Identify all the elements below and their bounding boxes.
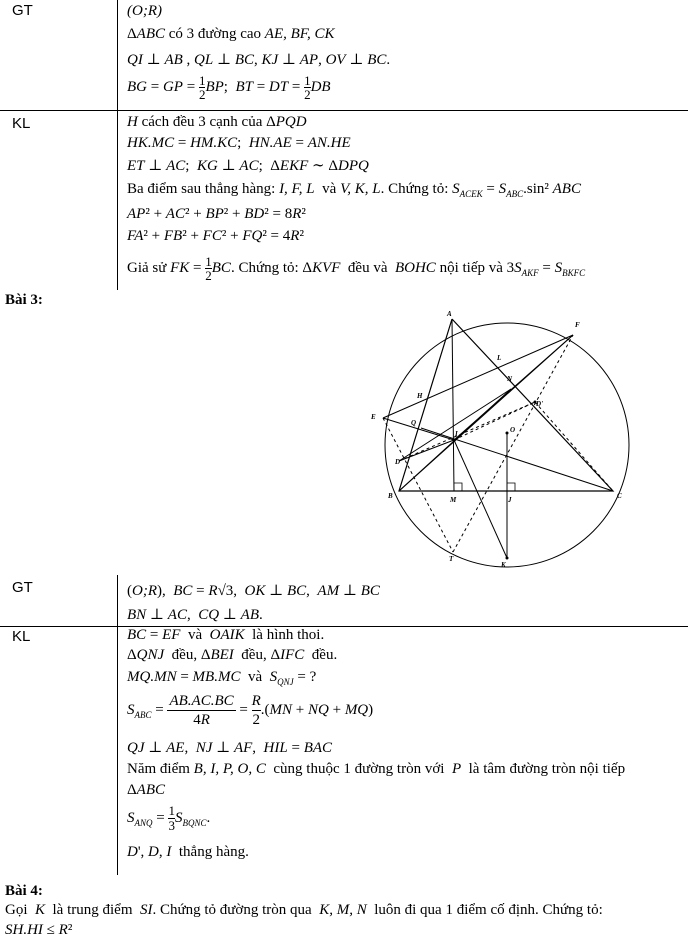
svg-text:K: K (501, 561, 506, 569)
kl-line-2: HK.MC = HM.KC; HN.AE = AN.HE (127, 135, 351, 151)
svg-text:L: L (497, 354, 502, 362)
kl-line-6: FA² + FB² + FC² + FQ² = 4R² (127, 228, 304, 244)
bai3-heading: Bài 3: (5, 292, 43, 308)
kl2-line-1: BC = EF và OAIK là hình thoi. (127, 627, 325, 643)
svg-text:F: F (575, 321, 580, 329)
kl-line-3: ET ⊥ AC; KG ⊥ AC; ΔEKF ∼ ΔDPQ (127, 158, 369, 174)
gt-line-4: BG = GP = $\frac{1}{2}$ BP; BT = DT = $\frac{1}{2}$ DB (127, 73, 331, 102)
svg-text:M: M (450, 496, 457, 504)
kl-line-1: H cách đều 3 cạnh của ΔPQD (127, 114, 307, 130)
gt-line-3: QI ⊥ AB , QL ⊥ BC, KJ ⊥ AP, OV ⊥ BC. (127, 52, 391, 68)
bai4-text: Gọi K là trung điểm SI. Chứng tỏ đường tròn qua K, M, N luôn đi qua 1 điểm cố định. Chứng tỏ: (5, 902, 603, 918)
gt2-line-2: BN ⊥ AC, CQ ⊥ AB. (127, 607, 263, 623)
kl2-line-4: $S_{ABC}$ = $\frac{AB.AC.BC}{4R}$ = $\frac{R}{2}$ .(MN + NQ + MQ) (127, 693, 374, 728)
svg-text:D': D' (536, 400, 543, 408)
gt2-line-1: (O;R), BC = R√3, OK ⊥ BC, AM ⊥ BC (127, 583, 380, 599)
svg-text:O: O (510, 426, 516, 434)
bai4-formula: SH.HI ≤ R² (5, 922, 73, 938)
kl2-line-2: ΔQNJ đều, ΔBEI đều, ΔIFC đều. (127, 647, 338, 663)
svg-text:J: J (508, 496, 512, 504)
gt-label: GT (12, 579, 33, 596)
kl-line-4: Ba điểm sau thẳng hàng: I, F, L và V, K, L. Chứng tỏ: $S_{ACEK} = S_{ABC}.\sin^2$ ABC (127, 181, 581, 199)
kl-line-5: AP² + AC² + BP² + BD² = 8R² (127, 206, 306, 222)
kl2-line-5: QJ ⊥ AE, NJ ⊥ AF, HIL = BAC (127, 740, 333, 756)
svg-text:B: B (388, 492, 393, 500)
svg-text:D: D (395, 458, 401, 466)
table-row-separator (0, 110, 688, 111)
svg-text:I: I (455, 430, 458, 438)
svg-text:T: T (449, 555, 454, 563)
svg-text:E: E (371, 413, 376, 421)
kl-label: KL (12, 628, 31, 645)
kl2-line-8: $S_{ANQ}$ = $\frac{1}{3}$ $S_{BQNC}$. (127, 803, 211, 833)
gt-line-2: ΔABC có 3 đường cao AE, BF, CK (127, 26, 335, 42)
bai4-heading: Bài 4: (5, 883, 43, 899)
geometry-figure (365, 305, 655, 575)
kl-label: KL (12, 115, 31, 132)
kl2-line-7: ΔABC (127, 782, 165, 798)
kl2-line-3: MQ.MN = MB.MC và $S_{QNJ}$ = ? (127, 669, 317, 687)
kl-line-7: Giả sử FK = $\frac{1}{2}$ BC. Chứng tỏ: ΔKVF đều và BOHC nội tiếp và $3S_{AKF} = S_{BKFC}$ (127, 254, 586, 283)
svg-text:Q: Q (411, 419, 417, 427)
table-divider (117, 0, 118, 290)
kl2-line-9: D', D, I thẳng hàng. (127, 844, 249, 860)
svg-text:A: A (447, 310, 452, 318)
svg-text:N: N (507, 375, 513, 383)
table-row-separator (0, 626, 688, 627)
kl2-line-6: Năm điểm B, I, P, O, C cùng thuộc 1 đường tròn với P là tâm đường tròn nội tiếp (127, 761, 626, 777)
gt-label: GT (12, 2, 33, 19)
gt-line-1: (O;R) (127, 3, 162, 19)
table-divider (117, 575, 118, 875)
svg-text:H: H (417, 392, 423, 400)
svg-text:C: C (617, 492, 622, 500)
